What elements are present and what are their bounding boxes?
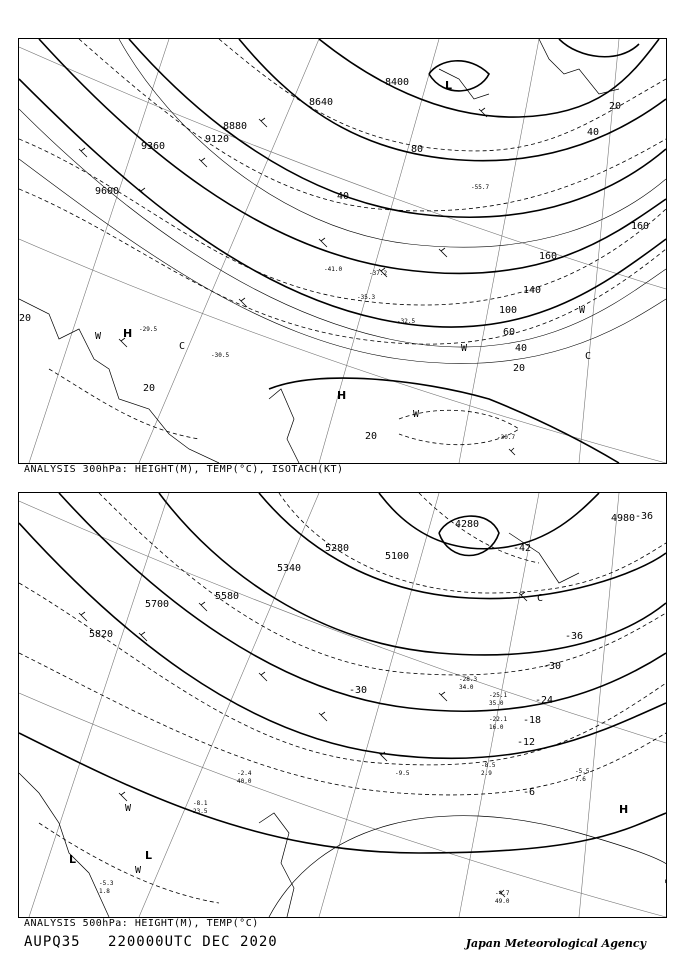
isotach-label: 100 [499, 305, 518, 316]
warm-mark: W [135, 865, 142, 876]
high-center: H [123, 327, 133, 340]
height-label: 9120 [205, 134, 230, 145]
station-temp: -2.4 [237, 770, 252, 777]
temp-label: -36 [565, 631, 584, 642]
warm-mark: W [125, 803, 132, 814]
height-label: 4980 [611, 513, 636, 524]
station-dewpoint: 23.5 [193, 808, 208, 815]
isotach-label: 140 [523, 285, 542, 296]
panel-caption-300hpa: ANALYSIS 300hPa: HEIGHT(M), TEMP(°C), ISOTACH(KT) [24, 464, 344, 475]
station-temp: -55.7 [471, 184, 490, 191]
station-temp: -8.5 [481, 762, 496, 769]
height-label: 5100 [385, 551, 410, 562]
temp-label: -36 [635, 511, 654, 522]
station-dewpoint: 2.9 [481, 770, 492, 777]
wind-barbs [79, 108, 518, 455]
isotach-label: 20 [143, 383, 156, 394]
station-temp: -22.1 [489, 716, 508, 723]
isotach-label: 80 [411, 144, 424, 155]
height-label: 5580 [215, 591, 240, 602]
temp-label: -30 [543, 661, 562, 672]
low-center: L [445, 79, 453, 92]
station-dewpoint: 16.0 [489, 724, 504, 731]
isotach-label: 40 [587, 127, 600, 138]
temp-label: -12 [517, 737, 536, 748]
height-label: 5820 [89, 629, 114, 640]
station-temp: -5.5 [575, 768, 590, 775]
station-temp: -5.3 [99, 880, 114, 887]
station-dewpoint: 35.0 [489, 700, 504, 707]
isotach-label: 160 [631, 221, 650, 232]
isotach-label: 20 [19, 313, 32, 324]
station-temp: -4.7 [495, 890, 510, 897]
height-label: 8640 [309, 97, 334, 108]
warm-mark: W [413, 409, 420, 420]
station-dewpoint: 1.8 [99, 888, 110, 895]
station-temp: -28.3 [459, 676, 478, 683]
warm-mark: W [461, 343, 468, 354]
temp-label: -24 [535, 695, 554, 706]
station-temp: -41.0 [324, 266, 343, 273]
station-temp: -9.5 [395, 770, 410, 777]
product-id: AUPQ35 [24, 934, 81, 950]
station-temp: -30.7 [497, 434, 516, 441]
isotach-label: 40 [515, 343, 528, 354]
cold-mark: C [537, 593, 544, 604]
station-dewpoint: 40.0 [237, 778, 252, 785]
map-300hpa-svg [19, 39, 666, 463]
station-temp: -25.1 [489, 692, 508, 699]
isotach-label: 20 [609, 101, 622, 112]
agency-name: Japan Meteorological Agency [465, 937, 646, 950]
station-dewpoint: 7.6 [575, 776, 586, 783]
graticule [19, 493, 666, 917]
height-label: 8880 [223, 121, 248, 132]
chart-identifier [24, 934, 296, 950]
station-temp: -35.3 [357, 294, 376, 301]
station-temp: -30.5 [211, 352, 230, 359]
station-temp: -37.2 [369, 270, 388, 277]
cold-mark: C [585, 351, 592, 362]
height-label: 9360 [141, 141, 166, 152]
valid-time: 220000UTC DEC 2020 [108, 934, 278, 950]
isotach-label: 20 [513, 363, 526, 374]
isotach-label: 60 [503, 327, 516, 338]
low-center: L [145, 849, 153, 862]
temp-label: -6 [523, 787, 536, 798]
high-center: H [619, 803, 629, 816]
isotach-label: 40 [337, 191, 350, 202]
height-label: 9600 [95, 186, 120, 197]
map-panel-300hpa [18, 38, 667, 464]
station-temp: -8.1 [193, 800, 208, 807]
height-label: 5700 [145, 599, 170, 610]
height-label: 8400 [385, 77, 410, 88]
temp-label: -30 [349, 685, 368, 696]
high-center: H [337, 389, 347, 402]
isotach-label: 160 [539, 251, 558, 262]
height-label: 5340 [277, 563, 302, 574]
height-label: 5280 [325, 543, 350, 554]
panel-caption-500hpa: ANALYSIS 500hPa: HEIGHT(M), TEMP(°C) [24, 918, 259, 929]
low-center: L [69, 853, 77, 866]
isotherms [19, 39, 666, 445]
isotach-label: 20 [365, 431, 378, 442]
station-dewpoint: 49.0 [495, 898, 510, 905]
height-label: 4280 [455, 519, 480, 530]
station-dewpoint: 34.0 [459, 684, 474, 691]
temp-label: -18 [523, 715, 542, 726]
warm-mark: W [579, 305, 586, 316]
map-panel-500hpa [18, 492, 667, 918]
cold-mark: C [179, 341, 186, 352]
station-temp: -29.5 [139, 326, 158, 333]
map-500hpa-svg [19, 493, 666, 917]
station-temp: -32.5 [397, 318, 416, 325]
warm-mark: W [95, 331, 102, 342]
temp-label: -42 [513, 543, 532, 554]
